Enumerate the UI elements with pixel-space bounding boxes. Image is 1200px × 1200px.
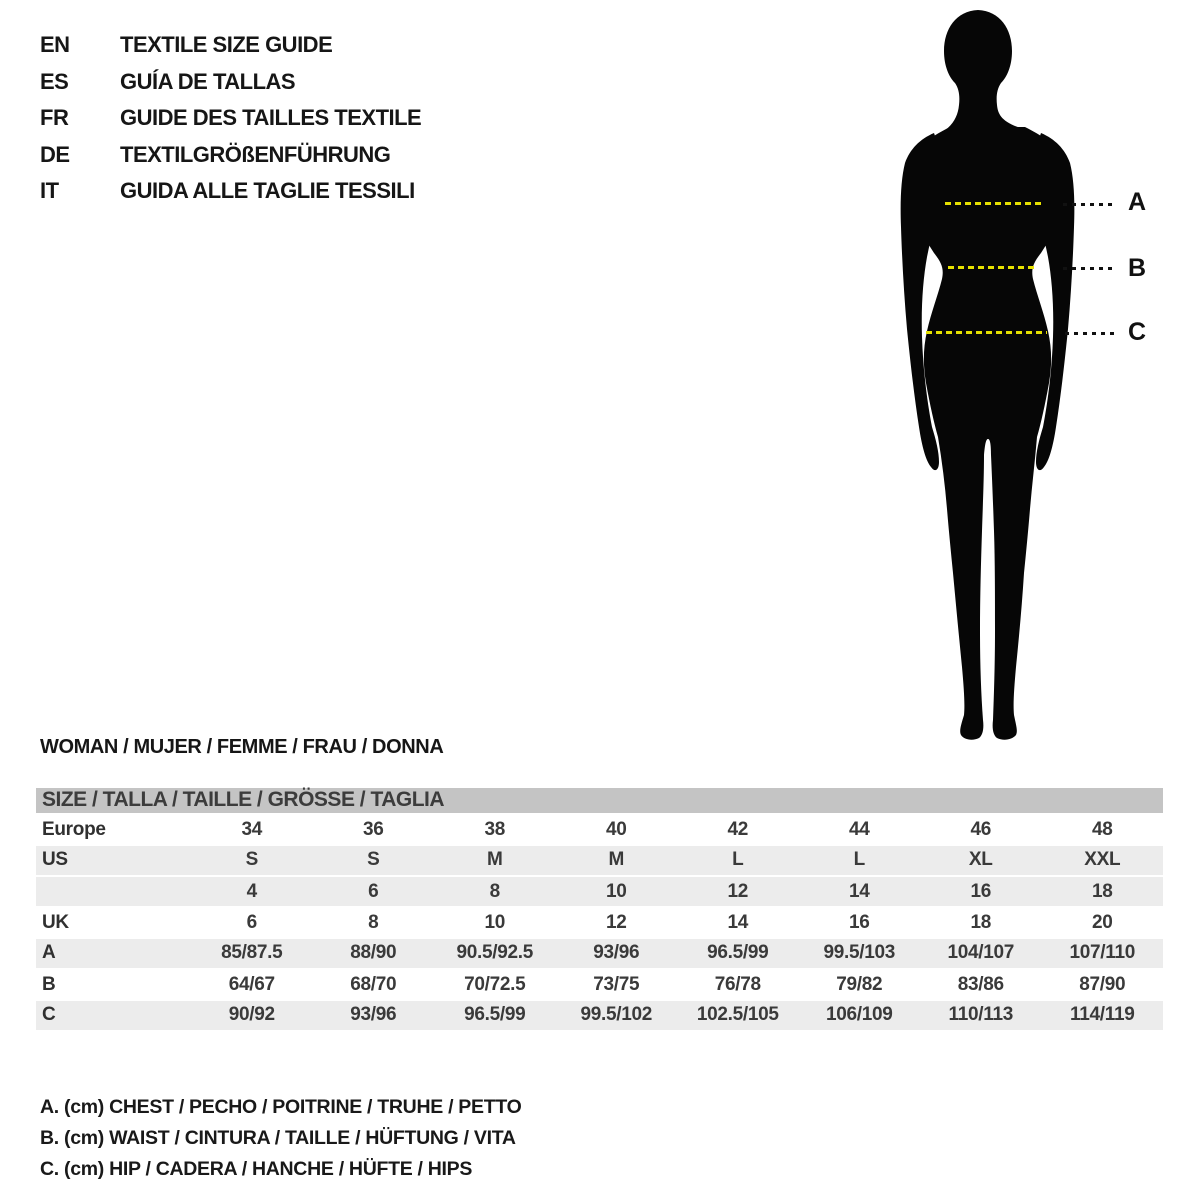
size-cell: 87/90: [1079, 973, 1126, 995]
size-cell: 93/96: [556, 938, 678, 969]
row-label-cell: B: [42, 973, 56, 995]
language-code: ES: [40, 68, 69, 94]
table-row-us-numeric: [36, 876, 1163, 907]
language-row-fr: [40, 100, 421, 137]
size-cell: 14: [727, 911, 749, 933]
size-cell: 102.5/105: [677, 1000, 799, 1031]
size-cell: 93/96: [313, 1000, 435, 1031]
size-cell: 12: [677, 876, 799, 907]
size-cell: 107/110: [1042, 938, 1164, 969]
table-row-waist-b: [36, 969, 1163, 1000]
size-cell: 20: [1091, 911, 1113, 933]
size-cell: 8: [434, 876, 556, 907]
hip-measure-dash: [926, 331, 1047, 334]
section-heading-woman: WOMAN / MUJER / FEMME / FRAU / DONNA: [40, 736, 444, 758]
size-cell: 34: [241, 819, 263, 840]
waist-callout-dots: [1063, 267, 1115, 270]
row-label-cell: Europe: [42, 819, 106, 840]
guide-title-es: GUÍA DE TALLAS: [120, 68, 296, 94]
row-label-cell: [36, 876, 191, 907]
size-cell: 36: [362, 819, 384, 840]
table-row-chest-a: [36, 938, 1163, 969]
language-code: DE: [40, 141, 70, 167]
size-cell: L: [677, 845, 799, 876]
language-row-es: [40, 64, 421, 101]
table-header-cell: SIZE / TALLA / TAILLE / GRÖSSE / TAGLIA: [36, 788, 1163, 814]
size-cell: 73/75: [593, 973, 640, 995]
size-cell: 12: [605, 911, 627, 933]
size-cell: XL: [920, 845, 1042, 876]
language-title-list: [40, 27, 421, 210]
size-cell: 76/78: [714, 973, 761, 995]
size-cell: 10: [556, 876, 678, 907]
row-label-cell: US: [36, 845, 191, 876]
row-label-cell: UK: [42, 911, 69, 933]
note-hip: C. (cm) HIP / CADERA / HANCHE / HÜFTE / HIPS: [40, 1158, 473, 1180]
size-cell: L: [799, 845, 921, 876]
size-cell: M: [434, 845, 556, 876]
table-row-hip-c: [36, 1000, 1163, 1031]
size-cell: 42: [727, 819, 749, 840]
size-cell: 44: [848, 819, 870, 840]
size-cell: 88/90: [313, 938, 435, 969]
guide-title-en: TEXTILE SIZE GUIDE: [120, 32, 333, 58]
size-cell: 38: [484, 819, 506, 840]
size-cell: 8: [368, 911, 379, 933]
size-cell: 90/92: [191, 1000, 313, 1031]
size-cell: 6: [246, 911, 257, 933]
size-cell: 114/119: [1042, 1000, 1164, 1031]
waist-measure-dash: [948, 266, 1036, 269]
chest-measure-dash: [945, 202, 1042, 205]
size-cell: 6: [313, 876, 435, 907]
size-cell: 99.5/103: [799, 938, 921, 969]
size-cell: 48: [1091, 819, 1113, 840]
row-label-cell: A: [36, 938, 191, 969]
size-cell: 96.5/99: [434, 1000, 556, 1031]
chest-callout-dots: [1063, 203, 1115, 206]
guide-title-fr: GUIDE DES TAILLES TEXTILE: [120, 105, 422, 131]
table-header-row: [36, 788, 1163, 814]
measurement-notes: [40, 1092, 521, 1185]
size-cell: 96.5/99: [677, 938, 799, 969]
size-cell: 40: [605, 819, 627, 840]
guide-title-it: GUIDA ALLE TAGLIE TESSILI: [120, 178, 415, 204]
size-cell: 18: [970, 911, 992, 933]
size-cell: 104/107: [920, 938, 1042, 969]
language-code: EN: [40, 32, 70, 58]
size-cell: S: [313, 845, 435, 876]
language-row-en: [40, 27, 421, 64]
size-cell: 16: [848, 911, 870, 933]
language-row-de: [40, 137, 421, 174]
size-cell: 110/113: [920, 1000, 1042, 1031]
table-row-us: [36, 845, 1163, 876]
row-label-cell: C: [36, 1000, 191, 1031]
size-cell: 85/87.5: [191, 938, 313, 969]
table-row-europe: [36, 814, 1163, 845]
size-cell: 106/109: [799, 1000, 921, 1031]
size-cell: 4: [191, 876, 313, 907]
size-cell: XXL: [1042, 845, 1164, 876]
size-cell: 99.5/102: [556, 1000, 678, 1031]
woman-silhouette-svg: [890, 3, 1090, 743]
language-row-it: [40, 173, 421, 210]
size-cell: 64/67: [228, 973, 275, 995]
size-cell: 10: [484, 911, 506, 933]
size-cell: 14: [799, 876, 921, 907]
note-waist: B. (cm) WAIST / CINTURA / TAILLE / HÜFTUNG / VITA: [40, 1127, 516, 1149]
marker-label-a: A: [1127, 188, 1147, 216]
size-cell: 70/72.5: [464, 973, 526, 995]
size-table: [36, 788, 1163, 1032]
size-cell: 46: [970, 819, 992, 840]
language-code: FR: [40, 105, 69, 131]
note-chest: A. (cm) CHEST / PECHO / POITRINE / TRUHE / PETTO: [40, 1096, 522, 1118]
size-cell: 79/82: [836, 973, 883, 995]
size-cell: 16: [920, 876, 1042, 907]
hip-callout-dots: [1065, 332, 1115, 335]
size-cell: S: [191, 845, 313, 876]
guide-title-de: TEXTILGRÖßENFÜHRUNG: [120, 141, 391, 167]
table-row-uk: [36, 907, 1163, 938]
language-code: IT: [40, 178, 59, 204]
size-cell: 90.5/92.5: [434, 938, 556, 969]
size-cell: 83/86: [957, 973, 1004, 995]
marker-label-c: C: [1127, 318, 1147, 346]
marker-label-b: B: [1127, 254, 1147, 282]
woman-silhouette-figure: [890, 3, 1090, 743]
size-cell: 18: [1042, 876, 1164, 907]
size-cell: M: [556, 845, 678, 876]
size-cell: 68/70: [350, 973, 397, 995]
silhouette-head: [944, 10, 1031, 131]
